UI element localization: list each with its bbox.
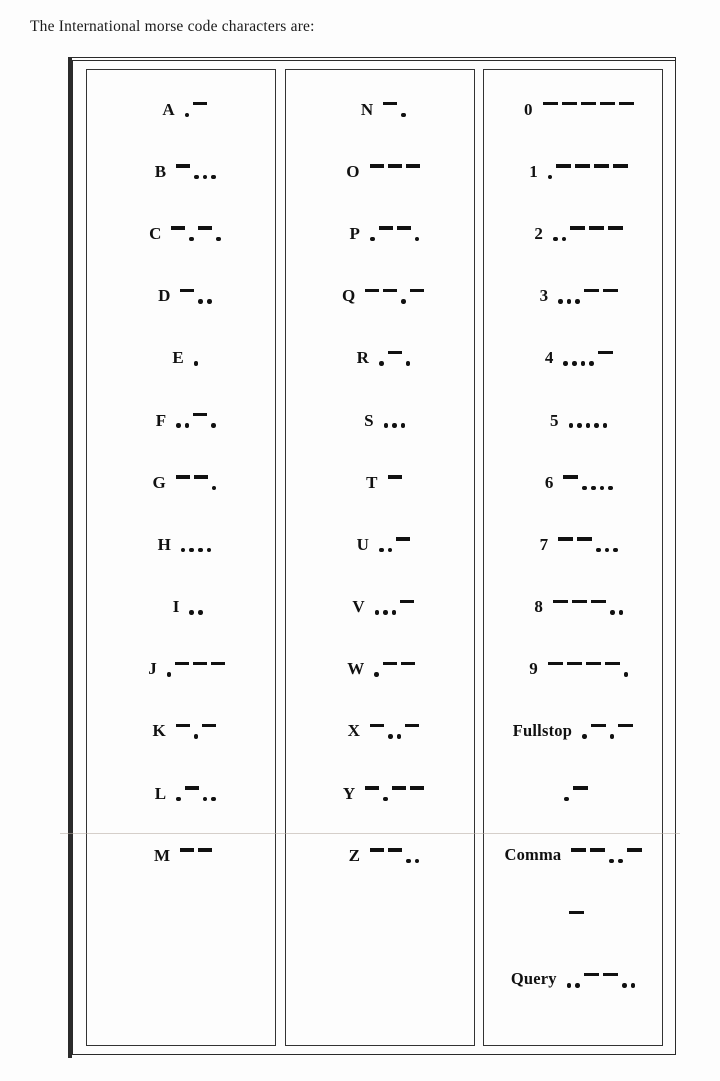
morse-dot-icon: [198, 299, 203, 304]
morse-entry-row: [87, 451, 275, 513]
morse-dot-icon: [562, 237, 567, 242]
morse-dash-icon: [388, 164, 402, 167]
morse-symbol: [370, 844, 419, 866]
page-caption: The International morse code characters are:: [30, 18, 315, 35]
morse-dot-icon: [558, 299, 563, 304]
morse-dot-icon: [207, 299, 212, 304]
morse-character-label: 3: [539, 286, 549, 306]
morse-character-label: 7: [539, 534, 549, 554]
morse-dash-icon: [370, 724, 384, 727]
morse-symbol: [558, 533, 618, 555]
morse-entry-row: [87, 638, 275, 700]
morse-dash-icon: [590, 848, 605, 851]
morse-symbol: [176, 409, 216, 431]
morse-symbol: [553, 222, 623, 244]
morse-entry-row: [286, 576, 474, 638]
morse-symbol: [564, 782, 588, 804]
morse-entry-row: [286, 762, 474, 824]
morse-dash-icon: [193, 662, 207, 665]
morse-dash-icon: [575, 164, 590, 167]
morse-symbol: [567, 969, 635, 991]
morse-entry-row: [484, 886, 662, 948]
morse-dash-icon: [198, 848, 212, 851]
morse-dash-icon: [573, 786, 588, 789]
morse-dot-icon: [582, 486, 587, 491]
morse-dash-icon: [383, 102, 397, 105]
morse-dot-icon: [567, 299, 572, 304]
morse-dot-icon: [198, 610, 203, 615]
morse-dash-icon: [388, 475, 402, 478]
morse-dash-icon: [396, 537, 410, 540]
morse-dot-icon: [384, 423, 389, 428]
morse-entry-row: [484, 389, 662, 451]
morse-symbol: [582, 720, 633, 742]
morse-character-label: 5: [550, 410, 559, 430]
morse-dash-icon: [605, 662, 620, 665]
morse-character-label: 8: [534, 597, 543, 617]
morse-dash-icon: [180, 289, 194, 292]
morse-dash-icon: [581, 102, 596, 105]
morse-dash-icon: [619, 102, 634, 105]
morse-entry-row: [87, 265, 275, 327]
morse-symbol: [180, 285, 211, 307]
morse-dash-icon: [591, 600, 606, 603]
morse-dot-icon: [211, 423, 216, 428]
morse-entry-row: [87, 700, 275, 762]
morse-dash-icon: [410, 289, 424, 292]
morse-dot-icon: [548, 175, 553, 180]
morse-entry-row: [484, 265, 662, 327]
morse-dash-icon: [392, 786, 406, 789]
morse-dot-icon: [575, 983, 580, 988]
morse-dot-icon: [603, 423, 608, 428]
morse-character-label: 2: [534, 223, 543, 243]
morse-dot-icon: [189, 237, 194, 242]
morse-dot-icon: [618, 859, 623, 864]
morse-dot-icon: [375, 610, 380, 615]
morse-symbol: [375, 596, 415, 618]
morse-dash-icon: [194, 475, 208, 478]
morse-entry-row: [484, 762, 662, 824]
morse-dot-icon: [176, 797, 181, 802]
morse-dot-icon: [600, 486, 605, 491]
morse-dot-icon: [401, 113, 406, 118]
morse-dot-icon: [203, 175, 208, 180]
morse-entry-row: [484, 327, 662, 389]
morse-dot-icon: [401, 423, 406, 428]
morse-symbol: [543, 98, 634, 120]
morse-entry-row: [484, 451, 662, 513]
morse-dot-icon: [185, 113, 190, 118]
morse-character-label: N: [360, 99, 374, 119]
morse-symbol: [374, 658, 415, 680]
morse-dash-icon: [563, 475, 578, 478]
morse-character-label: U: [356, 534, 369, 554]
morse-dash-icon: [401, 662, 415, 665]
morse-dash-icon: [397, 226, 411, 229]
morse-dash-icon: [572, 600, 587, 603]
morse-dot-icon: [594, 423, 599, 428]
morse-dash-icon: [618, 724, 633, 727]
morse-symbol: [365, 285, 424, 307]
morse-dot-icon: [379, 548, 384, 553]
morse-symbol: [384, 409, 406, 431]
morse-dot-icon: [631, 983, 636, 988]
morse-character-label: C: [149, 223, 162, 243]
morse-dot-icon: [609, 859, 614, 864]
morse-symbol: [563, 471, 612, 493]
morse-dot-icon: [211, 797, 216, 802]
morse-dot-icon: [401, 299, 406, 304]
morse-dash-icon: [365, 289, 379, 292]
morse-entry-row: [286, 700, 474, 762]
morse-symbol: [379, 533, 410, 555]
morse-character-label: Q: [341, 286, 356, 306]
morse-dot-icon: [181, 548, 186, 553]
morse-character-label: R: [356, 348, 369, 368]
morse-entry-row: [286, 513, 474, 575]
morse-dot-icon: [591, 486, 596, 491]
column-rows: [286, 70, 474, 1045]
morse-entry-row: [286, 327, 474, 389]
morse-dot-icon: [553, 237, 558, 242]
morse-dot-icon: [610, 610, 615, 615]
morse-dash-icon: [570, 226, 585, 229]
morse-dash-icon: [176, 475, 190, 478]
morse-dash-icon: [594, 164, 609, 167]
morse-dot-icon: [569, 423, 574, 428]
morse-dash-icon: [193, 102, 207, 105]
morse-dot-icon: [564, 797, 569, 802]
morse-symbol: [176, 720, 217, 742]
morse-symbol: [370, 160, 420, 182]
morse-entry-row: [286, 78, 474, 140]
morse-entry-row: [484, 78, 662, 140]
column-letters-n-z: [285, 69, 475, 1046]
morse-dot-icon: [203, 797, 208, 802]
morse-dot-icon: [185, 423, 190, 428]
morse-character-label: Query: [510, 969, 557, 989]
morse-entry-row: [484, 638, 662, 700]
morse-entry-row: [286, 265, 474, 327]
morse-dot-icon: [167, 672, 172, 677]
morse-symbol: [548, 658, 629, 680]
morse-character-label: A: [162, 99, 175, 119]
morse-entry-row: [87, 513, 275, 575]
morse-dash-icon: [383, 662, 397, 665]
morse-dot-icon: [581, 361, 586, 366]
morse-dash-icon: [176, 164, 190, 167]
morse-symbol: [370, 720, 419, 742]
morse-symbol: [167, 658, 226, 680]
morse-symbol: [370, 222, 419, 244]
morse-entry-row: [484, 576, 662, 638]
morse-symbol: [569, 907, 584, 929]
morse-dash-icon: [202, 724, 216, 727]
morse-symbol: [383, 98, 406, 120]
morse-character-label: Fullstop: [512, 720, 573, 740]
morse-dash-icon: [176, 724, 190, 727]
morse-dash-icon: [211, 662, 225, 665]
morse-dot-icon: [415, 237, 420, 242]
morse-entry-row: [87, 202, 275, 264]
morse-dash-icon: [603, 973, 618, 976]
morse-character-label: I: [172, 597, 180, 617]
morse-character-label: 9: [529, 659, 538, 679]
morse-dash-icon: [198, 226, 212, 229]
morse-character-label: H: [157, 534, 171, 554]
morse-dash-icon: [600, 102, 615, 105]
morse-symbol: [180, 844, 212, 866]
morse-character-label: L: [154, 783, 167, 803]
morse-character-label: G: [152, 472, 166, 492]
morse-dash-icon: [562, 102, 577, 105]
morse-dot-icon: [379, 361, 384, 366]
morse-dash-icon: [591, 724, 606, 727]
morse-dash-icon: [388, 351, 402, 354]
morse-character-label: S: [364, 410, 374, 430]
morse-dash-icon: [584, 973, 599, 976]
morse-symbol: [365, 782, 424, 804]
morse-character-label: E: [172, 348, 184, 368]
morse-dot-icon: [613, 548, 618, 553]
morse-dot-icon: [189, 548, 194, 553]
morse-entry-row: [286, 451, 474, 513]
morse-character-label: 4: [544, 348, 554, 368]
morse-entry-row: [286, 140, 474, 202]
morse-dot-icon: [575, 299, 580, 304]
morse-entry-row: [87, 762, 275, 824]
morse-dash-icon: [569, 911, 584, 914]
morse-dash-icon: [577, 537, 592, 540]
morse-dash-icon: [571, 848, 586, 851]
morse-dot-icon: [211, 175, 216, 180]
morse-dot-icon: [586, 423, 591, 428]
morse-dash-icon: [185, 786, 199, 789]
morse-entry-row: [286, 389, 474, 451]
morse-dot-icon: [383, 797, 388, 802]
morse-dot-icon: [589, 361, 594, 366]
morse-symbol: [553, 596, 623, 618]
morse-dash-icon: [543, 102, 558, 105]
morse-dash-icon: [405, 724, 419, 727]
morse-dot-icon: [176, 423, 181, 428]
morse-dot-icon: [198, 548, 203, 553]
scan-artifact-line: [60, 833, 680, 834]
morse-dot-icon: [624, 672, 629, 677]
morse-character-label: 6: [544, 472, 554, 492]
morse-entry-row: [87, 327, 275, 389]
morse-entry-row: [484, 513, 662, 575]
morse-entry-row: [286, 202, 474, 264]
morse-dash-icon: [586, 662, 601, 665]
morse-dot-icon: [212, 486, 217, 491]
morse-dash-icon: [180, 848, 194, 851]
morse-dash-icon: [388, 848, 402, 851]
morse-dot-icon: [392, 610, 397, 615]
morse-character-label: T: [366, 472, 378, 492]
morse-symbol: [548, 160, 629, 182]
morse-dot-icon: [563, 361, 568, 366]
morse-symbol: [181, 533, 211, 555]
morse-dot-icon: [374, 672, 379, 677]
morse-dot-icon: [388, 548, 393, 553]
column-numerals-punctuation: [483, 69, 663, 1046]
morse-columns: [72, 60, 676, 1055]
morse-entry-row: [87, 140, 275, 202]
morse-character-label: B: [154, 161, 167, 181]
morse-symbol: [563, 347, 612, 369]
morse-dash-icon: [406, 164, 420, 167]
morse-symbol: [171, 222, 220, 244]
morse-entry-row: [87, 78, 275, 140]
morse-dot-icon: [619, 610, 624, 615]
column-rows: [484, 70, 662, 1045]
morse-symbol: [571, 844, 641, 866]
morse-dash-icon: [410, 786, 424, 789]
morse-dash-icon: [383, 289, 397, 292]
morse-dash-icon: [400, 600, 414, 603]
morse-character-label: D: [158, 286, 171, 306]
morse-dot-icon: [406, 361, 411, 366]
morse-dot-icon: [189, 610, 194, 615]
morse-dot-icon: [194, 175, 199, 180]
morse-character-label: M: [153, 845, 170, 865]
morse-dash-icon: [548, 662, 563, 665]
morse-character-label: Z: [348, 845, 360, 865]
morse-dot-icon: [577, 423, 582, 428]
morse-entry-row: [484, 202, 662, 264]
morse-entry-row: [87, 576, 275, 638]
morse-dash-icon: [370, 164, 384, 167]
morse-character-label: 1: [529, 161, 538, 181]
morse-dash-icon: [567, 662, 582, 665]
morse-dot-icon: [572, 361, 577, 366]
morse-symbol: [379, 347, 410, 369]
morse-dot-icon: [415, 859, 420, 864]
morse-dot-icon: [392, 423, 397, 428]
morse-dash-icon: [584, 289, 599, 292]
morse-symbol: [388, 471, 402, 493]
morse-character-label: F: [155, 410, 167, 430]
morse-character-label: Y: [342, 783, 356, 803]
morse-dot-icon: [582, 734, 587, 739]
morse-dash-icon: [613, 164, 628, 167]
morse-symbol: [569, 409, 608, 431]
morse-entry-row: [87, 389, 275, 451]
morse-dot-icon: [207, 548, 212, 553]
morse-dot-icon: [397, 734, 402, 739]
morse-dot-icon: [622, 983, 627, 988]
morse-dash-icon: [558, 537, 573, 540]
morse-symbol: [194, 347, 199, 369]
morse-dash-icon: [627, 848, 642, 851]
morse-character-label: W: [347, 659, 365, 679]
morse-dot-icon: [596, 548, 601, 553]
morse-dot-icon: [567, 983, 572, 988]
morse-dot-icon: [605, 548, 610, 553]
morse-dash-icon: [171, 226, 185, 229]
morse-dash-icon: [603, 289, 618, 292]
morse-dot-icon: [608, 486, 613, 491]
morse-dot-icon: [370, 237, 375, 242]
morse-entry-row: [286, 638, 474, 700]
morse-symbol: [185, 98, 208, 120]
morse-dash-icon: [370, 848, 384, 851]
column-letters-a-m: [86, 69, 276, 1046]
morse-character-label: X: [347, 721, 360, 741]
morse-symbol: [558, 285, 618, 307]
morse-dash-icon: [175, 662, 189, 665]
morse-character-label: V: [352, 597, 365, 617]
morse-character-label: P: [349, 223, 360, 243]
morse-character-label: J: [148, 659, 157, 679]
morse-dash-icon: [608, 226, 623, 229]
morse-entry-row: [484, 140, 662, 202]
morse-dot-icon: [194, 734, 199, 739]
morse-character-label: 0: [524, 99, 533, 119]
morse-character-label: Comma: [504, 845, 562, 865]
morse-dash-icon: [556, 164, 571, 167]
morse-entry-row: [484, 700, 662, 762]
morse-symbol: [176, 160, 216, 182]
morse-dot-icon: [406, 859, 411, 864]
morse-dot-icon: [194, 361, 199, 366]
morse-dash-icon: [193, 413, 207, 416]
morse-dot-icon: [383, 610, 388, 615]
morse-character-label: K: [152, 721, 166, 741]
morse-dash-icon: [379, 226, 393, 229]
morse-dash-icon: [553, 600, 568, 603]
morse-dot-icon: [216, 237, 221, 242]
morse-symbol: [176, 782, 216, 804]
morse-symbol: [189, 596, 202, 618]
morse-dash-icon: [589, 226, 604, 229]
morse-dot-icon: [388, 734, 393, 739]
morse-dash-icon: [598, 351, 613, 354]
morse-dot-icon: [610, 734, 615, 739]
morse-entry-row: [484, 949, 662, 1011]
morse-symbol: [176, 471, 217, 493]
column-rows: [87, 70, 275, 1045]
morse-dash-icon: [365, 786, 379, 789]
morse-character-label: O: [346, 161, 360, 181]
